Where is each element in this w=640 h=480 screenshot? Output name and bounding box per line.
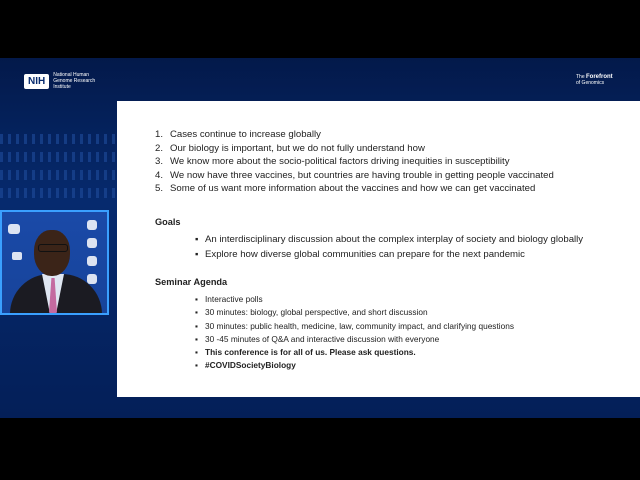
decor-pattern bbox=[0, 134, 118, 144]
item-text: An interdisciplinary discussion about the complex interplay of society and biology globally bbox=[205, 234, 584, 245]
presentation-background bbox=[0, 58, 640, 418]
numbered-list bbox=[155, 128, 554, 196]
list-item: ▪ Interactive polls bbox=[195, 294, 263, 304]
item-number: 1. bbox=[155, 129, 164, 140]
item-number: 5. bbox=[155, 183, 164, 194]
item-text: Explore how diverse global communities can prepare for the next pandemic bbox=[205, 249, 525, 260]
list-item bbox=[155, 182, 554, 196]
list-item: ▪ 30 minutes: public health, medicine, law, community impact, and clarifying questions bbox=[195, 320, 514, 331]
list-item: ▪ This conference is for all of us. Please ask questions. bbox=[195, 347, 416, 358]
item-text: Some of us want more information about the vaccines and how we can get vaccinated bbox=[170, 183, 536, 194]
nih-logo bbox=[24, 72, 105, 90]
fof-tail: of Genomics bbox=[576, 80, 605, 86]
speaker-glasses bbox=[38, 244, 68, 252]
list-item: ▪ #COVIDSocietyBiology bbox=[195, 360, 296, 371]
item-text: 30 minutes: public health, medicine, law, community impact, and clarifying questions bbox=[205, 320, 514, 331]
item-text: This conference is for all of us. Please ask questions. bbox=[205, 347, 416, 358]
item-number: 3. bbox=[155, 156, 164, 167]
logo-icon bbox=[8, 224, 20, 234]
agenda-list bbox=[195, 293, 514, 373]
list-item: ▪ 30 minutes: biology, global perspective, and short discussion bbox=[195, 307, 428, 318]
fof-bold: Forefront bbox=[586, 74, 613, 80]
item-number: 4. bbox=[155, 169, 164, 181]
list-item bbox=[155, 169, 554, 183]
fof-small: The bbox=[576, 74, 585, 80]
goals-heading: Goals bbox=[155, 217, 181, 227]
item-text: #COVIDSocietyBiology bbox=[205, 360, 296, 371]
nih-institute-name: National Human Genome Research Institute bbox=[53, 72, 96, 90]
item-text: 30 -45 minutes of Q&A and interactive discussion with everyone bbox=[205, 333, 440, 344]
item-text: We now have three vaccines, but countries are having trouble in getting people vaccinated bbox=[170, 169, 554, 181]
item-text: Our biology is important, but we do not fully understand how bbox=[170, 142, 425, 154]
speaker-head bbox=[34, 230, 70, 276]
item-text: We know more about the socio-political factors driving inequities in susceptibility bbox=[170, 156, 510, 167]
item-text: Cases continue to increase globally bbox=[170, 129, 321, 140]
list-item bbox=[155, 128, 554, 142]
list-item bbox=[155, 155, 554, 169]
list-item bbox=[155, 142, 554, 156]
logo-icon bbox=[12, 252, 22, 260]
backdrop-logos bbox=[87, 220, 101, 292]
list-item: ▪ 30 -45 minutes of Q&A and interactive discussion with everyone bbox=[195, 333, 440, 344]
item-text: 30 minutes: biology, global perspective, and short discussion bbox=[205, 307, 428, 318]
list-item: ▪ Explore how diverse global communities can prepare for the next pandemic bbox=[195, 249, 525, 260]
decor-pattern bbox=[0, 170, 118, 180]
list-item: ▪ An interdisciplinary discussion about the complex interplay of society and biology globally bbox=[195, 234, 584, 245]
decor-pattern bbox=[0, 152, 118, 162]
goals-list bbox=[195, 232, 583, 262]
item-number: 2. bbox=[155, 142, 164, 154]
slide bbox=[117, 101, 640, 397]
nih-badge: NIH bbox=[24, 74, 49, 89]
agenda-heading: Seminar Agenda bbox=[155, 277, 228, 287]
item-text: Interactive polls bbox=[205, 294, 263, 304]
decor-pattern bbox=[0, 188, 118, 198]
forefront-logo bbox=[576, 74, 616, 86]
speaker-video bbox=[0, 210, 109, 315]
